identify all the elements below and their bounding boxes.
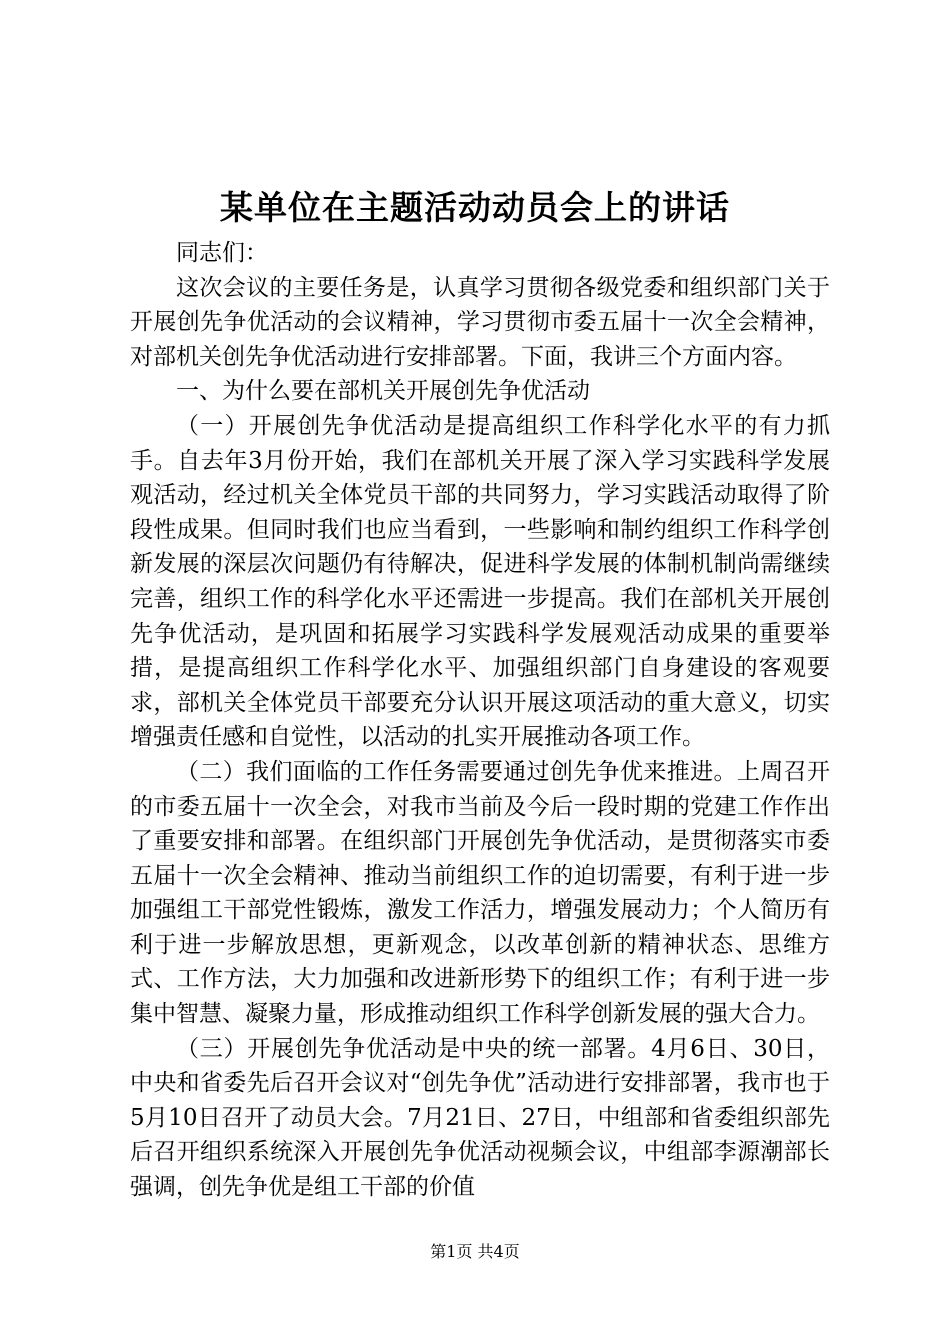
salutation-paragraph: 同志们： [176, 240, 268, 266]
body-paragraph-3: （三）开展创先争优活动是中央的统一部署。4月6日、30日，中央和省委先后召开会议对“创先争优”活动进行安排部署，我市也于5月10日召开了动员大会。7月21日、27日，中组部和省委组织部先后召开组织系统深入开展创先争优活动视频会议，中组部李源潮部长强调，创先争优是组工干部的价值 [130, 1035, 830, 1201]
document-body [130, 236, 830, 1205]
body-paragraph-2: （二）我们面临的工作任务需要通过创先争优来推进。上周召开的市委五届十一次全会，对我市当前及今后一段时期的党建工作作出了重要安排和部署。在组织部门开展创先争优活动，是贯彻落实市委五届十一次全会精神、推动当前组织工作的迫切需要，有利于进一步加强组工干部党性锻炼，激发工作活力，增强发展动力；个人简历有利于进一步解放思想，更新观念，以改革创新的精神状态、思维方式、工作方法，大力加强和改进新形势下的组织工作；有利于进一步集中智慧、凝聚力量，形成推动组织工作科学创新发展的强大合力。 [130, 758, 830, 1028]
document-title: 某单位在主题活动动员会上的讲话 [220, 188, 730, 227]
intro-paragraph: 这次会议的主要任务是，认真学习贯彻各级党委和组织部门关于开展创先争优活动的会议精神，学习贯彻市委五届十一次全会精神，对部机关创先争优活动进行安排部署。下面，我讲三个方面内容。 [130, 274, 830, 370]
section-heading: 一、为什么要在部机关开展创先争优活动 [176, 378, 590, 405]
page-number-footer: 第1页 共4页 [430, 1242, 520, 1261]
body-paragraph-1: （一）开展创先争优活动是提高组织工作科学化水平的有力抓手。自去年3月份开始，我们在部机关开展了深入学习实践科学发展观活动，经过机关全体党员干部的共同努力，学习实践活动取得了阶段性成果。但同时我们也应当看到，一些影响和制约组织工作科学创新发展的深层次问题仍有待解决，促进科学发展的体制机制尚需继续完善，组织工作的科学化水平还需进一步提高。我们在部机关开展创先争优活动，是巩固和拓展学习实践科学发展观活动成果的重要举措，是提高组织工作科学化水平、加强组织部门自身建设的客观要求，部机关全体党员干部要充分认识开展这项活动的重大意义，切实增强责任感和自觉性，以活动的扎实开展推动各项工作。 [130, 412, 830, 751]
